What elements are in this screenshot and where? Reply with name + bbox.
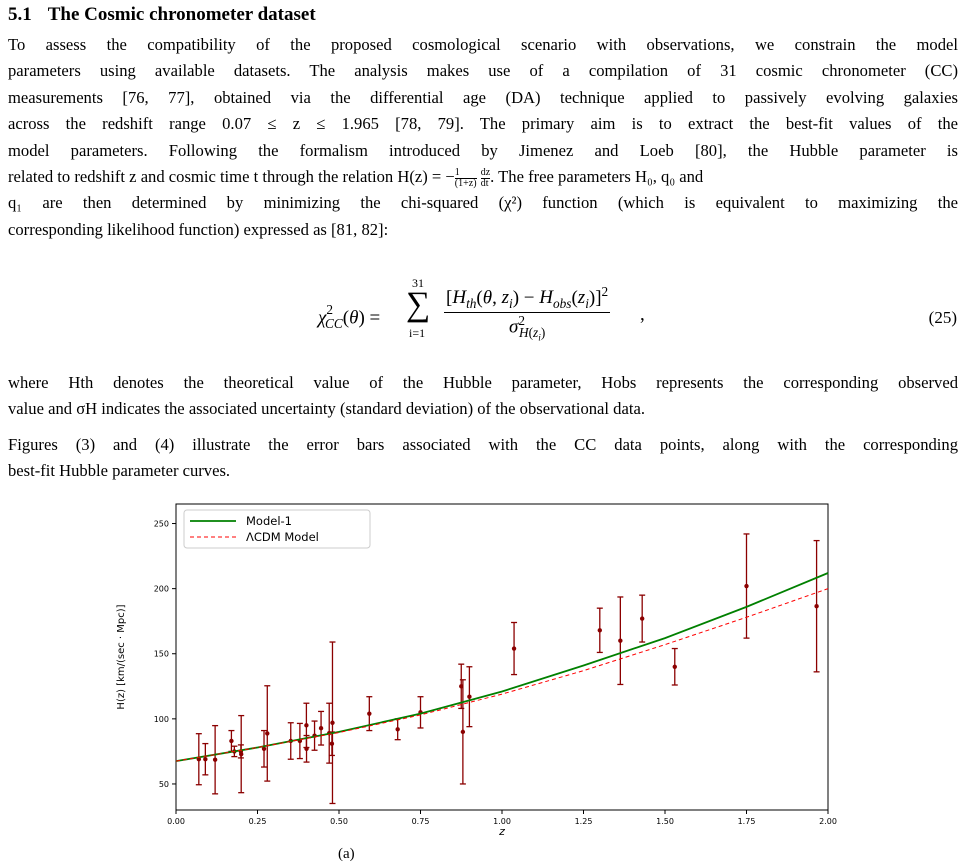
x-tick-label: 0.75 bbox=[411, 817, 430, 826]
plot-frame bbox=[176, 504, 828, 810]
text-line: model parameters. Following the formalism introduced by Jimenez and Loeb [80], the Hubble parameter is bbox=[8, 140, 958, 160]
data-point bbox=[640, 616, 644, 620]
data-point bbox=[744, 584, 748, 588]
y-tick-label: 100 bbox=[153, 714, 169, 724]
x-tick-label: 0.50 bbox=[330, 817, 348, 826]
data-point bbox=[330, 721, 334, 725]
x-tick-label: 1.75 bbox=[737, 817, 756, 826]
data-point bbox=[618, 639, 622, 643]
data-point bbox=[265, 731, 269, 735]
equation-number: (25) bbox=[928, 308, 957, 327]
data-point bbox=[203, 757, 207, 761]
data-point bbox=[367, 711, 371, 715]
lcdm-model-curve bbox=[176, 589, 828, 762]
equation-25: $\chi^2_{CC}(\theta)$ = 31 ∑ i=1 [$H_{th}(\theta$, $z_i) - H_{obs}(z_i)]^2$ $\sigma^2_{H(z_i)}$ , (25) bbox=[318, 276, 957, 344]
text-line: q₁ are then determined by minimizing the chi-squared (χ²) function (which is equivalent to maximizing the bbox=[8, 193, 958, 213]
y-tick-label: 250 bbox=[153, 519, 169, 529]
text-line: value and σH indicates the associated uncertainty (standard deviation) of the observational data. bbox=[8, 399, 645, 419]
text-line: To assess the compatibility of the proposed cosmological scenario with observations, we constrain the model bbox=[8, 35, 958, 54]
inline-derivative: $\frac{dz}{dt}$ bbox=[480, 166, 491, 189]
data-point bbox=[461, 730, 465, 734]
section-title: The Cosmic chronometer dataset bbox=[47, 4, 316, 25]
legend-label: Model-1 bbox=[246, 514, 292, 528]
data-point bbox=[673, 665, 677, 669]
hubble-parameter-chart bbox=[110, 500, 840, 840]
text-line: measurements [76, 77], obtained via the differential age (DA) technique applied to passively evolving galaxies bbox=[8, 87, 958, 107]
text-line: corresponding likelihood function) expressed as [81, 82]: bbox=[8, 219, 389, 239]
section-heading bbox=[8, 4, 316, 26]
x-tick-label: 0.00 bbox=[167, 817, 185, 826]
data-point bbox=[814, 604, 818, 608]
data-point bbox=[239, 752, 243, 756]
text-line: Figures (3) and (4) illustrate the error bars associated with the CC data points, along with the corresponding bbox=[8, 435, 958, 454]
text-line: parameters using available datasets. The analysis makes use of a compilation of 31 cosmic chronometer (CC) bbox=[8, 61, 958, 81]
text-line-with-formula: related to redshift z and cosmic time t through the relation H(z) = − $\frac{1}{(1+z)}$ $\frac{dz}{dt}$. The free parameters H₀, q₀ and bbox=[8, 166, 704, 189]
section-number: 5.1 bbox=[8, 4, 32, 25]
data-point bbox=[213, 758, 217, 762]
data-point bbox=[319, 726, 323, 730]
paragraph-1 bbox=[8, 32, 958, 243]
data-point bbox=[467, 695, 471, 699]
y-axis-label: H(z) [km/(sec · Mpc)] bbox=[116, 604, 127, 710]
data-point bbox=[304, 723, 308, 727]
x-tick-label: 0.25 bbox=[248, 817, 267, 826]
x-tick-label: 1.00 bbox=[493, 817, 511, 826]
data-point bbox=[304, 747, 308, 751]
model-1-curve bbox=[176, 573, 828, 761]
paragraph-2 bbox=[8, 370, 958, 423]
data-point bbox=[395, 727, 399, 731]
y-tick-label: 50 bbox=[158, 779, 169, 789]
y-tick-label: 200 bbox=[153, 584, 169, 594]
x-tick-label: 1.25 bbox=[574, 817, 593, 826]
x-axis-label: z bbox=[499, 825, 505, 838]
text-line: across the redshift range 0.07 ≤ z ≤ 1.965 [78, 79]. The primary aim is to extract the best-fit values of the bbox=[8, 114, 958, 134]
x-tick-label: 1.50 bbox=[656, 817, 674, 826]
figure-caption: (a) bbox=[338, 846, 355, 862]
x-tick-label: 2.00 bbox=[819, 817, 837, 826]
data-point bbox=[598, 628, 602, 632]
text-line: best-fit Hubble parameter curves. bbox=[8, 461, 231, 481]
inline-fraction: $\frac{1}{(1+z)}$ bbox=[454, 166, 477, 189]
data-point bbox=[229, 739, 233, 743]
legend-label: ΛCDM Model bbox=[246, 530, 319, 544]
y-tick-label: 150 bbox=[153, 649, 169, 659]
text-line: where Hth denotes the theoretical value of the Hubble parameter, Hobs represents the corresponding observed bbox=[8, 373, 958, 392]
data-point bbox=[512, 646, 516, 650]
paragraph-3 bbox=[8, 432, 958, 485]
